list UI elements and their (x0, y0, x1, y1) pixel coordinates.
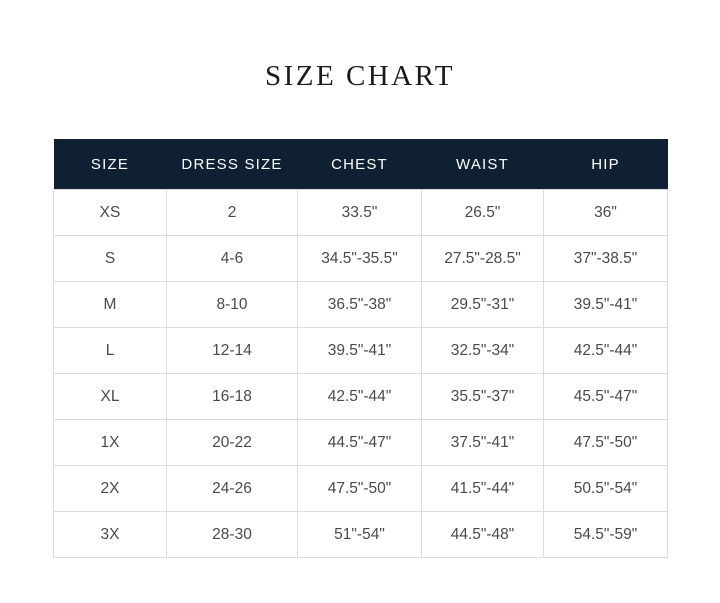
cell-waist: 35.5"-37" (422, 374, 544, 420)
cell-chest: 39.5"-41" (298, 328, 422, 374)
cell-dress-size: 12-14 (167, 328, 298, 374)
table-header-row (54, 139, 668, 190)
cell-waist: 41.5"-44" (422, 466, 544, 512)
cell-dress-size: 2 (167, 190, 298, 236)
table-row (54, 374, 668, 420)
cell-dress-size: 16-18 (167, 374, 298, 420)
table-body (54, 190, 668, 558)
cell-hip: 54.5"-59" (544, 512, 668, 558)
cell-waist: 27.5"-28.5" (422, 236, 544, 282)
cell-hip: 37"-38.5" (544, 236, 668, 282)
column-header-dress-size: DRESS SIZE (167, 139, 298, 190)
cell-chest: 51"-54" (298, 512, 422, 558)
cell-waist: 32.5"-34" (422, 328, 544, 374)
cell-hip: 47.5"-50" (544, 420, 668, 466)
cell-dress-size: 20-22 (167, 420, 298, 466)
cell-dress-size: 4-6 (167, 236, 298, 282)
cell-chest: 44.5"-47" (298, 420, 422, 466)
column-header-size: SIZE (54, 139, 167, 190)
cell-size: 2X (54, 466, 167, 512)
cell-waist: 26.5" (422, 190, 544, 236)
cell-size: M (54, 282, 167, 328)
size-chart-table (53, 139, 668, 558)
column-header-chest: CHEST (298, 139, 422, 190)
column-header-waist: WAIST (422, 139, 544, 190)
cell-size: XS (54, 190, 167, 236)
cell-chest: 33.5" (298, 190, 422, 236)
cell-chest: 47.5"-50" (298, 466, 422, 512)
cell-waist: 37.5"-41" (422, 420, 544, 466)
column-header-hip: HIP (544, 139, 668, 190)
table-row (54, 236, 668, 282)
cell-hip: 50.5"-54" (544, 466, 668, 512)
cell-chest: 42.5"-44" (298, 374, 422, 420)
table-row (54, 328, 668, 374)
cell-dress-size: 24-26 (167, 466, 298, 512)
cell-waist: 44.5"-48" (422, 512, 544, 558)
size-chart-table-container (53, 139, 667, 558)
cell-hip: 42.5"-44" (544, 328, 668, 374)
cell-hip: 45.5"-47" (544, 374, 668, 420)
cell-waist: 29.5"-31" (422, 282, 544, 328)
table-header (54, 139, 668, 190)
cell-hip: 36" (544, 190, 668, 236)
cell-chest: 36.5"-38" (298, 282, 422, 328)
cell-size: S (54, 236, 167, 282)
table-row (54, 190, 668, 236)
table-row (54, 420, 668, 466)
cell-size: L (54, 328, 167, 374)
cell-size: XL (54, 374, 167, 420)
table-row (54, 466, 668, 512)
table-row (54, 282, 668, 328)
cell-dress-size: 8-10 (167, 282, 298, 328)
cell-size: 1X (54, 420, 167, 466)
cell-dress-size: 28-30 (167, 512, 298, 558)
cell-hip: 39.5"-41" (544, 282, 668, 328)
cell-size: 3X (54, 512, 167, 558)
table-row (54, 512, 668, 558)
page-title: SIZE CHART (264, 60, 455, 92)
cell-chest: 34.5"-35.5" (298, 236, 422, 282)
